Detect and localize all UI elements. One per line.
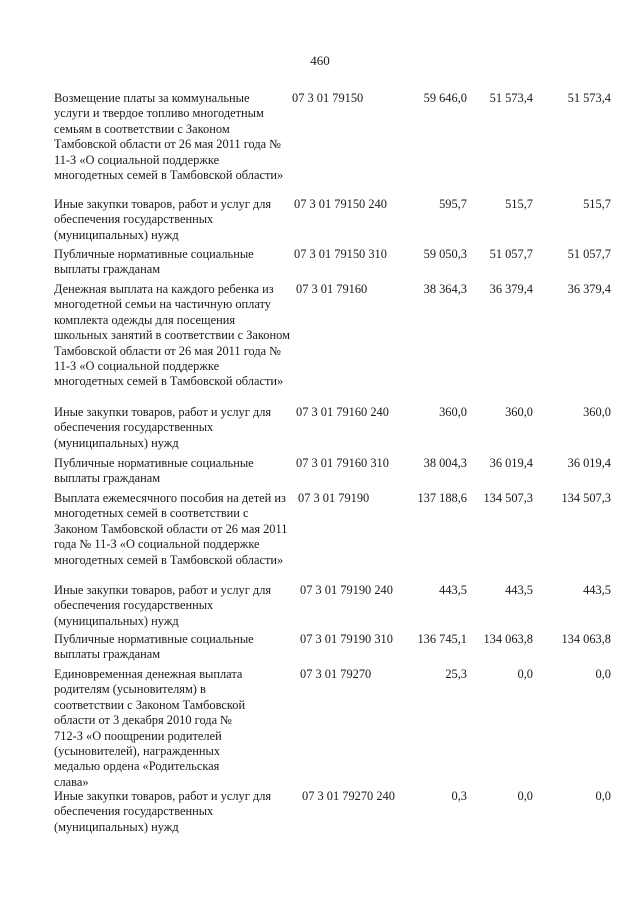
row-value-3: 134 063,8	[561, 632, 611, 646]
row-code: 07 3 01 79270	[300, 667, 372, 681]
row-value-3: 0,0	[595, 789, 611, 803]
row-code: 07 3 01 79160	[296, 282, 368, 296]
row-value-1: 38 004,3	[423, 456, 467, 470]
row-value-1: 137 188,6	[417, 491, 467, 505]
row-description: Иные закупки товаров, работ и услуг для обеспечения государственных (муниципальных) нужд	[54, 405, 272, 450]
row-value-3: 0,0	[595, 667, 611, 681]
row-description: Иные закупки товаров, работ и услуг для обеспечения государственных (муниципальных) нужд	[54, 197, 272, 242]
row-description: Публичные нормативные социальные выплаты гражданам	[54, 632, 254, 662]
row-value-1: 443,5	[439, 583, 467, 597]
row-description: Возмещение платы за коммунальные услуги и твердое топливо многодетным семьям в соответствии с Законом Тамбовской области от 26 мая 2011 года № 11-З «О социальной поддержке многодетных семей в Тамбовской области»	[54, 91, 284, 183]
row-value-1: 38 364,3	[423, 282, 467, 296]
row-code: 07 3 01 79150 240	[294, 197, 387, 211]
row-description: Единовременная денежная выплата родителям (усыновителям) в соответствии с Законом Тамбовской области от 3 декабря 2010 года № 712-З «О поощрении родителей (усыновителей), награжденных медалью ордена «Родительская слава»	[54, 667, 246, 789]
row-code: 07 3 01 79190 240	[300, 583, 393, 597]
row-value-2: 443,5	[505, 583, 533, 597]
page-number: 460	[310, 53, 330, 68]
row-value-1: 136 745,1	[417, 632, 467, 646]
row-description: Публичные нормативные социальные выплаты гражданам	[54, 456, 254, 486]
row-value-3: 51 573,4	[567, 91, 611, 105]
row-value-2: 36 019,4	[489, 456, 533, 470]
row-value-1: 0,3	[451, 789, 467, 803]
row-description: Выплата ежемесячного пособия на детей из многодетных семей в соответствии с Законом Тамбовской области от 26 мая 2011 года № 11-З «О социальной поддержке многодетных семей в Тамбовской области»	[54, 491, 288, 567]
row-value-2: 0,0	[517, 789, 533, 803]
row-description: Иные закупки товаров, работ и услуг для обеспечения государственных (муниципальных) нужд	[54, 789, 272, 834]
row-code: 07 3 01 79190 310	[300, 632, 393, 646]
row-value-2: 51 057,7	[489, 247, 533, 261]
row-value-1: 59 050,3	[423, 247, 467, 261]
row-description: Денежная выплата на каждого ребенка из многодетной семьи на частичную оплату комплекта одежды для посещения школьных занятий в соответствии с Законом Тамбовской области от 26 мая 2011 года № 11-З «О социальной поддержке многодетных семей в Тамбовской области»	[54, 282, 290, 389]
row-value-2: 515,7	[505, 197, 533, 211]
row-code: 07 3 01 79150	[292, 91, 364, 105]
row-description: Публичные нормативные социальные выплаты гражданам	[54, 247, 254, 277]
row-value-2: 134 063,8	[483, 632, 533, 646]
row-value-2: 51 573,4	[489, 91, 533, 105]
row-value-3: 360,0	[583, 405, 611, 419]
row-value-2: 360,0	[505, 405, 533, 419]
row-value-3: 36 379,4	[567, 282, 611, 296]
row-value-3: 134 507,3	[561, 491, 611, 505]
row-value-2: 36 379,4	[489, 282, 533, 296]
row-value-1: 59 646,0	[423, 91, 467, 105]
row-value-1: 360,0	[439, 405, 467, 419]
row-value-1: 25,3	[445, 667, 467, 681]
row-value-3: 36 019,4	[567, 456, 611, 470]
row-value-2: 0,0	[517, 667, 533, 681]
row-value-3: 443,5	[583, 583, 611, 597]
row-code: 07 3 01 79270 240	[302, 789, 395, 803]
row-value-3: 51 057,7	[567, 247, 611, 261]
row-description: Иные закупки товаров, работ и услуг для обеспечения государственных (муниципальных) нужд	[54, 583, 272, 628]
row-value-1: 595,7	[439, 197, 467, 211]
row-code: 07 3 01 79160 310	[296, 456, 389, 470]
row-code: 07 3 01 79150 310	[294, 247, 387, 261]
row-code: 07 3 01 79190	[298, 491, 370, 505]
row-value-3: 515,7	[583, 197, 611, 211]
row-code: 07 3 01 79160 240	[296, 405, 389, 419]
row-value-2: 134 507,3	[483, 491, 533, 505]
